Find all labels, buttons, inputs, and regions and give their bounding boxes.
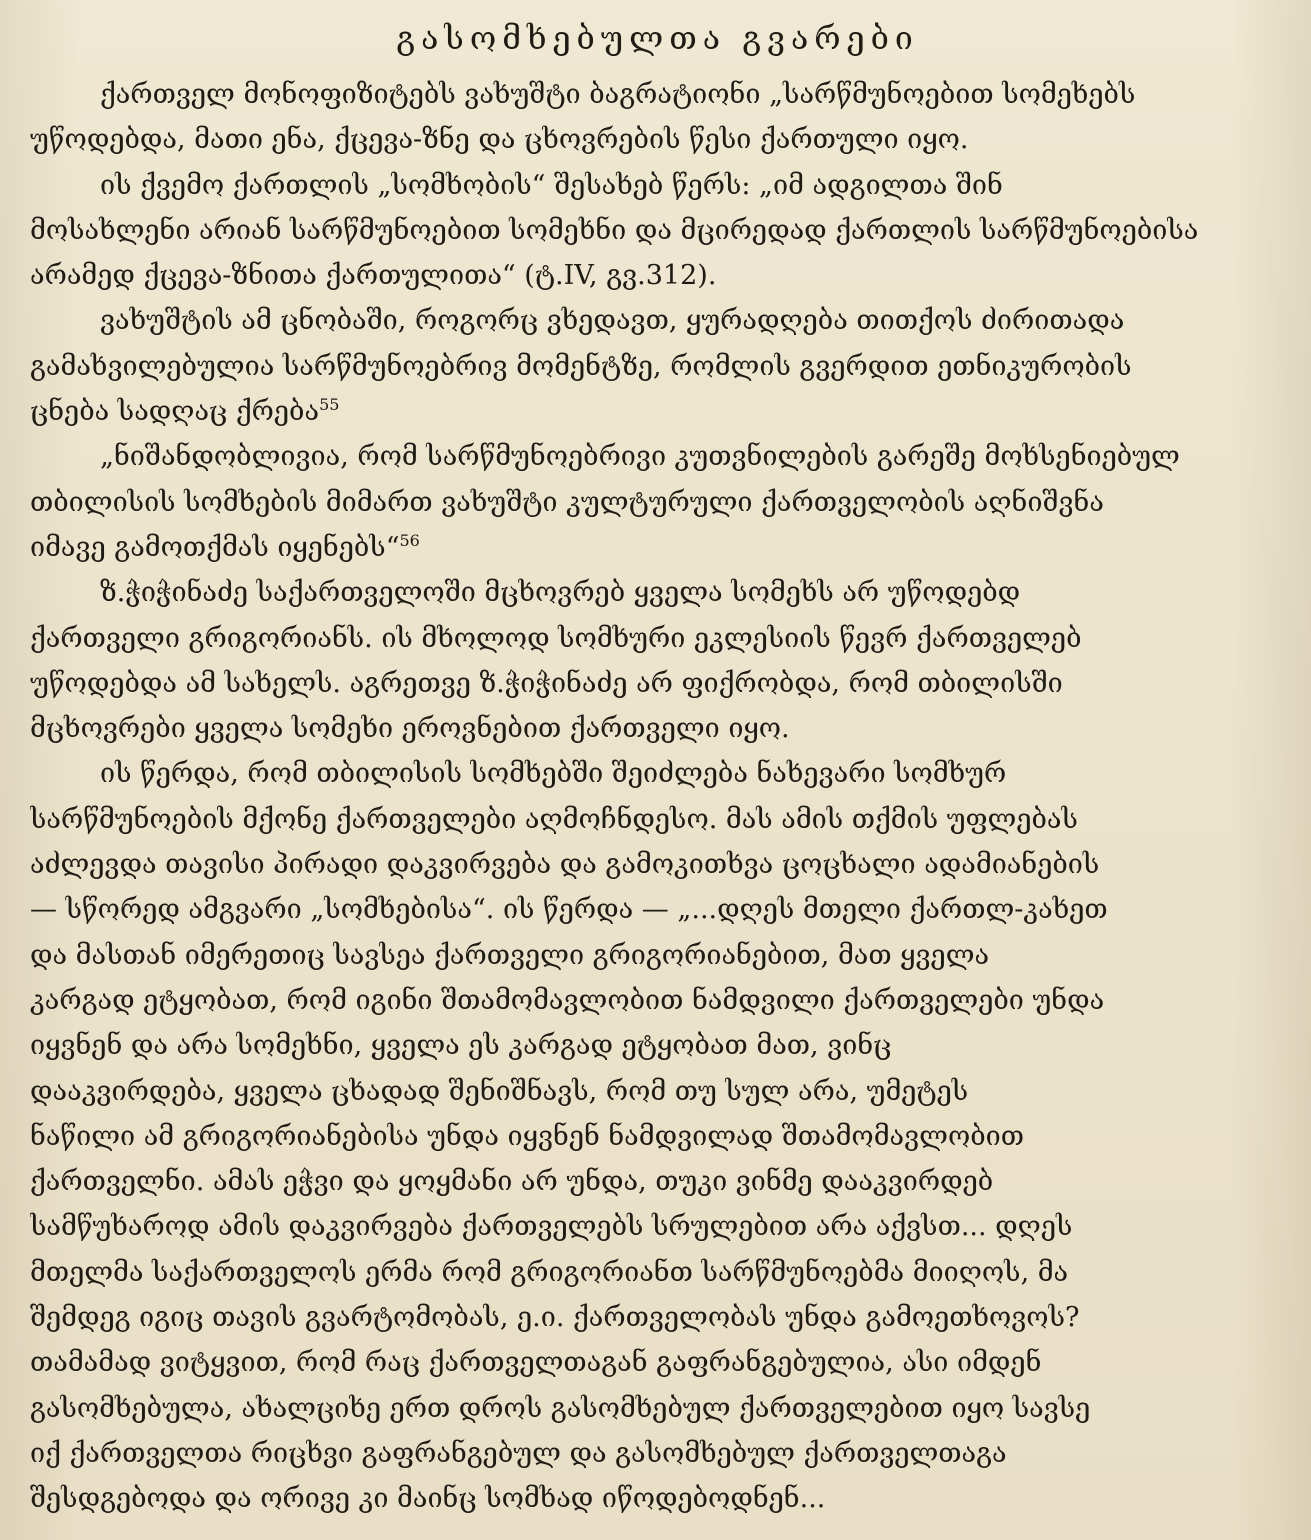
text-line-content: იქ ქართველთა რიცხვი გაფრანგებულ და გასომხებულ ქართველთაგა [30, 1437, 1007, 1469]
text-line-content: იმავე გამოთქმას იყენებს“ [30, 531, 400, 563]
text-line-content: „ნიშანდობლივია, რომ სარწმუნოებრივი კუთვნილების გარეშე მოხსენიებულ [100, 441, 1180, 473]
text-line-content: მოსახლენი არიან სარწმუნოებით სომეხნი და მცირედად ქართლის სარწმუნოებისა [30, 214, 1199, 246]
text-line-content: ქართველი გრიგორიანს. ის მხოლოდ სომხური ეკლესიის წევრ ქართველებ [30, 622, 1082, 654]
text-line [30, 1295, 1285, 1340]
text-line [30, 72, 1285, 117]
text-line-content: თბილისის სომხების მიმართ ვახუშტი კულტურული ქართველობის აღნიშვნა [30, 486, 1104, 518]
text-line-content: და მასთან იმერეთიც სავსეა ქართველი გრიგორიანებით, მათ ყველა [30, 939, 990, 971]
text-line-content: — სწორედ ამგვარი „სომხებისა“. ის წერდა — „...დღეს მთელი ქართლ-კახეთ [30, 894, 1108, 926]
text-line-content: შემდეგ იგიც თავის გვარტომობას, ე.ი. ქართველობას უნდა გამოეთხოვოს? [30, 1302, 1080, 1334]
text-line [30, 344, 1285, 389]
text-line-content: უწოდებდა, მათი ენა, ქცევა-ზნე და ცხოვრების წესი ქართული იყო. [30, 124, 969, 156]
text-line [30, 933, 1285, 978]
text-line [30, 616, 1285, 661]
text-line [30, 163, 1285, 208]
text-line-content: უწოდებდა ამ სახელს. აგრეთვე ზ.ჭიჭინაძე არ ფიქრობდა, რომ თბილისში [30, 667, 1063, 699]
text-line [30, 1204, 1285, 1249]
text-line-content: მთელმა საქართველოს ერმა რომ გრიგორიანთ სარწმუნოებმა მიიღოს, მა [30, 1256, 1069, 1288]
text-line [30, 298, 1285, 343]
text-line [30, 480, 1285, 525]
text-line-content: ნაწილი ამ გრიგორიანებისა უნდა იყვნენ ნამდვილად შთამომავლობით [30, 1120, 1025, 1152]
text-line [30, 389, 1285, 434]
text-line [30, 1386, 1285, 1431]
text-line [30, 661, 1285, 706]
text-line [30, 1476, 1285, 1521]
text-line-content: გასომხებულა, ახალციხე ერთ დროს გასომხებულ ქართველებით იყო სავსე [30, 1392, 1091, 1424]
text-line [30, 253, 1285, 298]
text-line [30, 797, 1285, 842]
text-line-content: გამახვილებულია სარწმუნოებრივ მომენტზე, რომლის გვერდით ეთნიკურობის [30, 350, 1132, 382]
text-line-content: იყვნენ და არა სომეხნი, ყველა ეს კარგად ეტყობათ მათ, ვინც [30, 1030, 892, 1062]
text-line-content: არამედ ქცევა-ზნითა ქართულითა“ (ტ.IV, გვ.312). [30, 260, 717, 292]
text-line [30, 1023, 1285, 1068]
text-line [30, 1159, 1285, 1204]
footnote-marker: 55 [319, 395, 340, 415]
text-line-content: ის წერდა, რომ თბილისის სომხებში შეიძლება ნახევარი სომხურ [100, 758, 1007, 790]
text-line-content: ცნება სადღაც ქრება [30, 396, 320, 428]
text-line-content: შესდგებოდა და ორივე კი მაინც სომხად იწოდებოდნენ... [30, 1483, 826, 1515]
text-line-content: ზ.ჭიჭინაძე საქართველოში მცხოვრებ ყველა სომეხს არ უწოდებდ [100, 577, 1021, 609]
text-line-content: თამამად ვიტყვით, რომ რაც ქართველთაგან გაფრანგებულია, ასი იმდენ [30, 1347, 1042, 1379]
text-line [30, 1431, 1285, 1476]
text-line-content: ვახუშტის ამ ცნობაში, როგორც ვხედავთ, ყურადღება თითქოს ძირითადა [100, 305, 1125, 337]
text-line [30, 434, 1285, 479]
text-line-content: კარგად ეტყობათ, რომ იგინი შთამომავლობით ნამდვილი ქართველები უნდა [30, 984, 1105, 1016]
text-line-content: ქართველ მონოფიზიტებს ვახუშტი ბაგრატიონი „სარწმუნოებით სომეხებს [100, 79, 1136, 110]
text-line [30, 978, 1285, 1023]
footnote-marker: 56 [399, 530, 420, 550]
text-line [30, 208, 1285, 253]
page-title: გასომხებულთა გვარები [396, 19, 919, 57]
text-line [30, 1114, 1285, 1159]
text-line [30, 1340, 1285, 1385]
text-line [30, 751, 1285, 796]
text-line-content: აძლევდა თავისი პირადი დაკვირვება და გამოკითხვა ცოცხალი ადამიანების [30, 849, 1100, 881]
text-line [30, 706, 1285, 751]
body-text [30, 72, 1285, 1522]
text-line-content: მცხოვრები ყველა სომეხი ეროვნებით ქართველი იყო. [30, 713, 790, 745]
text-line [30, 1250, 1285, 1295]
text-line [30, 525, 1285, 570]
text-line-content: ქართველნი. ამას ეჭვი და ყოყმანი არ უნდა, თუკი ვინმე დააკვირდებ [30, 1166, 994, 1198]
text-line-content: სარწმუნოების მქონე ქართველები აღმოჩნდესო. მას ამის თქმის უფლებას [30, 803, 1078, 835]
text-line-content: სამწუხაროდ ამის დაკვირვება ქართველებს სრულებით არა აქვსთ... დღეს [30, 1211, 1073, 1243]
text-line [30, 887, 1285, 932]
text-line-content: ის ქვემო ქართლის „სომხობის“ შესახებ წერს: „იმ ადგილთა შინ [100, 169, 1003, 201]
text-line [30, 842, 1285, 887]
text-line [30, 570, 1285, 615]
text-line-content: დააკვირდება, ყველა ცხადად შენიშნავს, რომ თუ სულ არა, უმეტეს [30, 1075, 969, 1107]
text-line [30, 117, 1285, 162]
text-line [30, 1069, 1285, 1114]
